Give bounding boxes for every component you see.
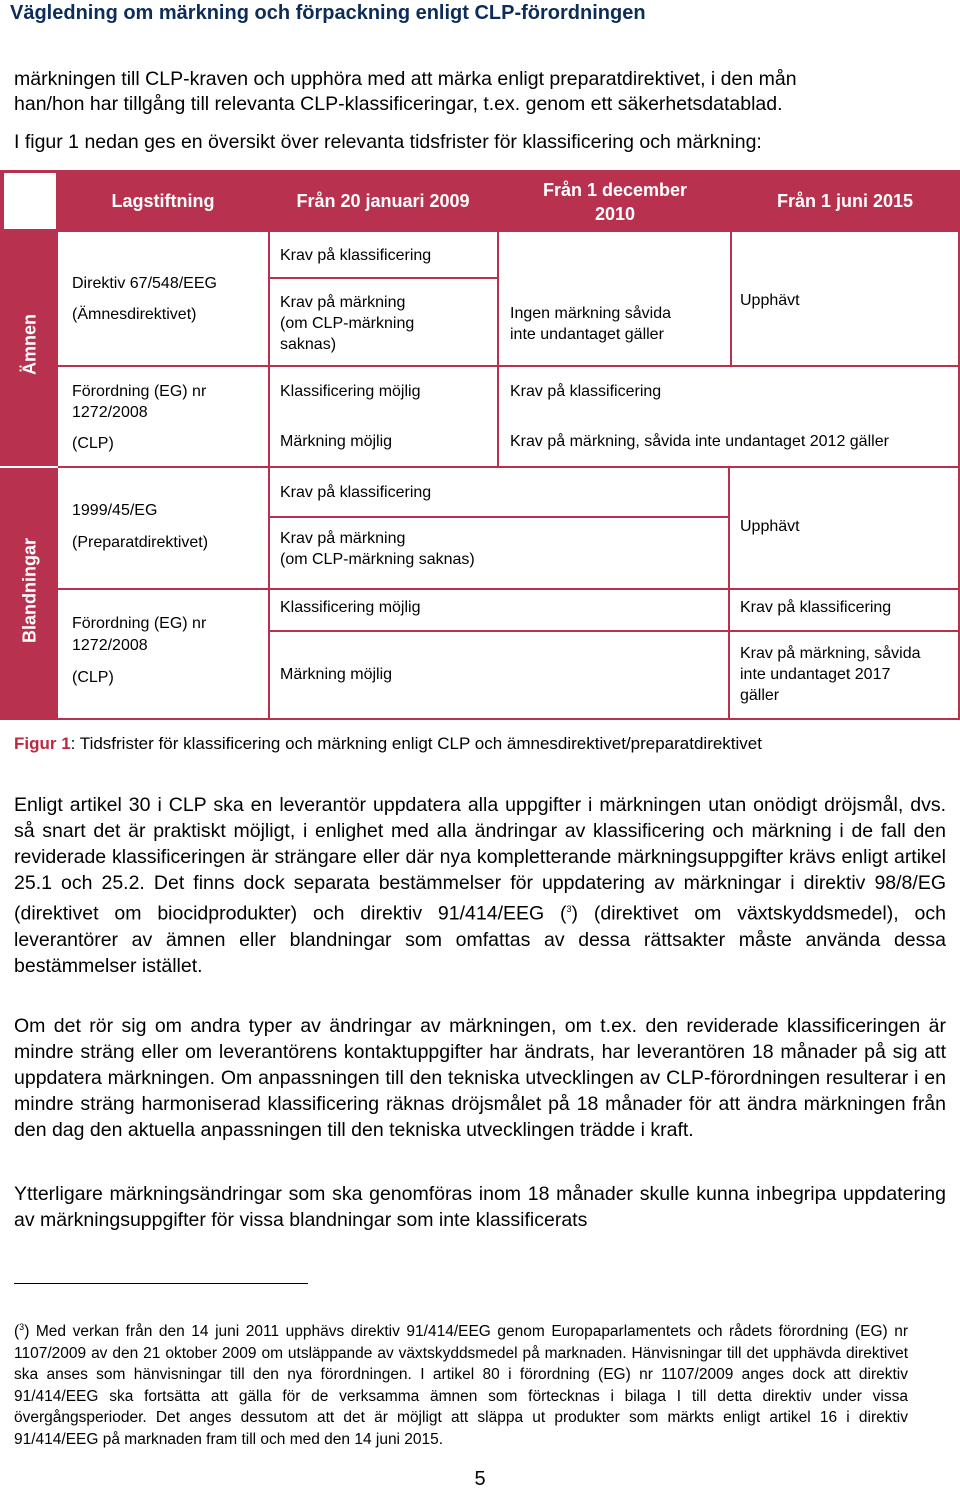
deadline-table [0,170,960,720]
footnote [14,1317,908,1450]
cell-sub-2009-classification: Krav på klassificering [280,247,432,264]
cell-mix-clp-2009-labelling: Märkning möjlig [280,666,393,683]
body-paragraph-1 [14,792,946,979]
cell-mix-2009-classification: Krav på klassificering [280,484,432,501]
body-paragraph-3: Ytterligare märkningsändringar som ska genomföras inom 18 månader skulle kunna inbegripa uppdatering av märkningsuppgifter för vissa blandningar som inte klassificerats [14,1183,946,1231]
cell-sub-clp-2010-classification: Krav på klassificering [510,383,662,400]
grid-line [268,232,270,366]
document-title: Vägledning om märkning och förpackning enligt CLP-förordningen [10,2,646,24]
section-divider [58,466,960,468]
footnote-text: ) Med verkan från den 14 juni 2011 upphävs direktiv 91/414/EEG genom Europaparlamentets och rådets förordning (EG) nr 1107/2009 av den 21 oktober 2009 om utsläppande av växtskyddsmedel på marknaden. Hänvisningar till det upphävda direktivet ska anses som hänvisningar till den nya förordningen. I artikel 80 i förordning (EG) nr 1107/2009 anges dock att direktiv 91/414/EEG ska fortsätta att gälla för de verksamma ämnen som förtecknas i bilaga I till detta direktiv under vissa övergångsperioder. Det anges dessutom att det är möjligt att släppa ut produkter som märkts enligt artikel 16 i direktiv 91/414/EEG på marknaden fram till och med den 14 juni 2015. [14,1323,908,1448]
grid-line [728,630,960,632]
grid-line [728,466,730,718]
cell-dpd-line2: (Preparatdirektivet) [72,534,209,551]
cell-mix-clp-line1: Förordning (EG) nr [72,615,207,632]
cell-sub-clp-line2: 1272/2008 [72,404,148,421]
cell-sub-clp-2010-labelling: Krav på märkning, såvida inte undantaget 2012 gäller [510,433,889,450]
cell-mix-clp-line2: 1272/2008 [72,637,148,654]
cell-sub-2009-labelling-1: Krav på märkning [280,294,406,311]
grid-line [497,366,499,466]
row-label-mixtures: Blandningar [19,538,40,644]
footnote-ref[interactable]: 3 [566,904,572,914]
cell-mix-clp-line3: (CLP) [72,669,114,686]
cell-sub-2010-line1: Ingen märkning såvida [510,305,671,322]
grid-line [730,232,732,366]
header-legislation: Lagstiftning [111,191,215,211]
cell-mix-clp-2015-classification: Krav på klassificering [740,599,892,616]
header-2009: Från 20 januari 2009 [296,191,470,211]
page-number: 5 [474,1468,486,1490]
grid-line [58,588,960,590]
grid-line [268,366,270,466]
p1-part-a: Enligt artikel 30 i CLP ska en leverantör uppdatera alla uppgifter i märkningen utan onödigt dröjsmål, dvs. så snart det är praktiskt möjligt, i enlighet med alla ändringar av klassificering och märkning i de fall den reviderade klassificeringen är strängare eller där nya kompletterande märkningsuppgifter krävs enligt artikel 25.1 och 25.2. Det finns dock separata bestämmelser för uppdatering av märkningar i direktiv 98/8/EG (direktivet om biocidprodukter) och direktiv 91/414/EEG ( [14,794,946,925]
footnote-open: ( [14,1323,20,1341]
cell-mix-clp-2009-classification: Klassificering möjlig [280,599,421,616]
intro-line-3: I figur 1 nedan ges en översikt över relevanta tidsfrister för klassificering och märkning: [14,131,762,153]
cell-dpd-line1: 1999/45/EG [72,502,158,519]
row-label-substances: Ämnen [19,314,40,376]
row-label-divider [0,466,58,468]
cell-mix-clp-2015-labelling-3: gäller [740,687,780,704]
grid-line [497,232,499,366]
grid-line [268,516,728,518]
header-2015: Från 1 juni 2015 [776,191,914,211]
footnote-separator [14,1283,308,1284]
cell-mix-2015: Upphävt [740,518,800,535]
cell-mix-2009-labelling-2: (om CLP-märkning saknas) [280,551,475,568]
cell-mix-clp-2015-labelling-2: inte undantaget 2017 [740,666,891,683]
table-border-bottom [0,718,960,720]
cell-sub-clp-2009-classification: Klassificering möjlig [280,383,421,400]
grid-line [268,466,270,718]
grid-line [268,277,498,279]
header-2010: Från 1 december 2010 [542,180,688,224]
body-paragraph-2: Om det rör sig om andra typer av ändringar av märkningen, om t.ex. den reviderade klassificeringen är mindre sträng eller om leverantörens kontaktuppgifter har ändrats, har leverantören 18 månader på sig att uppdatera märkningen. Om anpassningen till den tekniska utvecklingen av CLP-förordningen resulterar i en mindre sträng harmoniserad klassificering räknas dröjsmålet på 18 månader för att ändra märkningen från den dag den aktuella anpassningen till den tekniska utvecklingen trädde i kraft. [14,1015,946,1141]
intro-line-2: han/hon har tillgång till relevanta CLP-klassificeringar, t.ex. genom ett säkerhetsdatablad. [14,93,783,115]
cell-sub-clp-line3: (CLP) [72,435,114,452]
intro-line-1: märkningen till CLP-kraven och upphöra med att märka enligt preparatdirektivet, i den mån [14,68,797,90]
cell-mix-clp-2015-labelling-1: Krav på märkning, såvida [740,645,921,662]
cell-sub-clp-line1: Förordning (EG) nr [72,383,207,400]
table-header-corner [4,173,56,229]
cell-dsd-line2: (Ämnesdirektivet) [72,306,197,323]
cell-mix-2009-labelling-1: Krav på märkning [280,530,406,547]
cell-dsd-line1: Direktiv 67/548/EEG [72,275,217,292]
cell-sub-2010-line2: inte undantaget gäller [510,326,664,343]
cell-sub-2015: Upphävt [740,292,800,309]
figure-caption [14,734,762,754]
cell-sub-clp-2009-labelling: Märkning möjlig [280,433,393,450]
cell-sub-2009-labelling-2: (om CLP-märkning [280,315,415,332]
p1-part-b: ) (direktivet om växtskyddsmedel), och leverantörer av ämnen eller blandningar som omfattas av dessa rättsakter måste använda dessa bestämmelser istället. [14,902,946,977]
grid-line [268,630,728,632]
caption-text: : Tidsfrister för klassificering och märkning enligt CLP och ämnesdirektivet/preparatdirektivet [70,734,762,753]
caption-prefix: Figur 1 [14,734,71,753]
grid-line [58,365,960,367]
footnote-marker: 3 [19,1322,25,1332]
cell-sub-2009-labelling-3: saknas) [280,336,337,353]
